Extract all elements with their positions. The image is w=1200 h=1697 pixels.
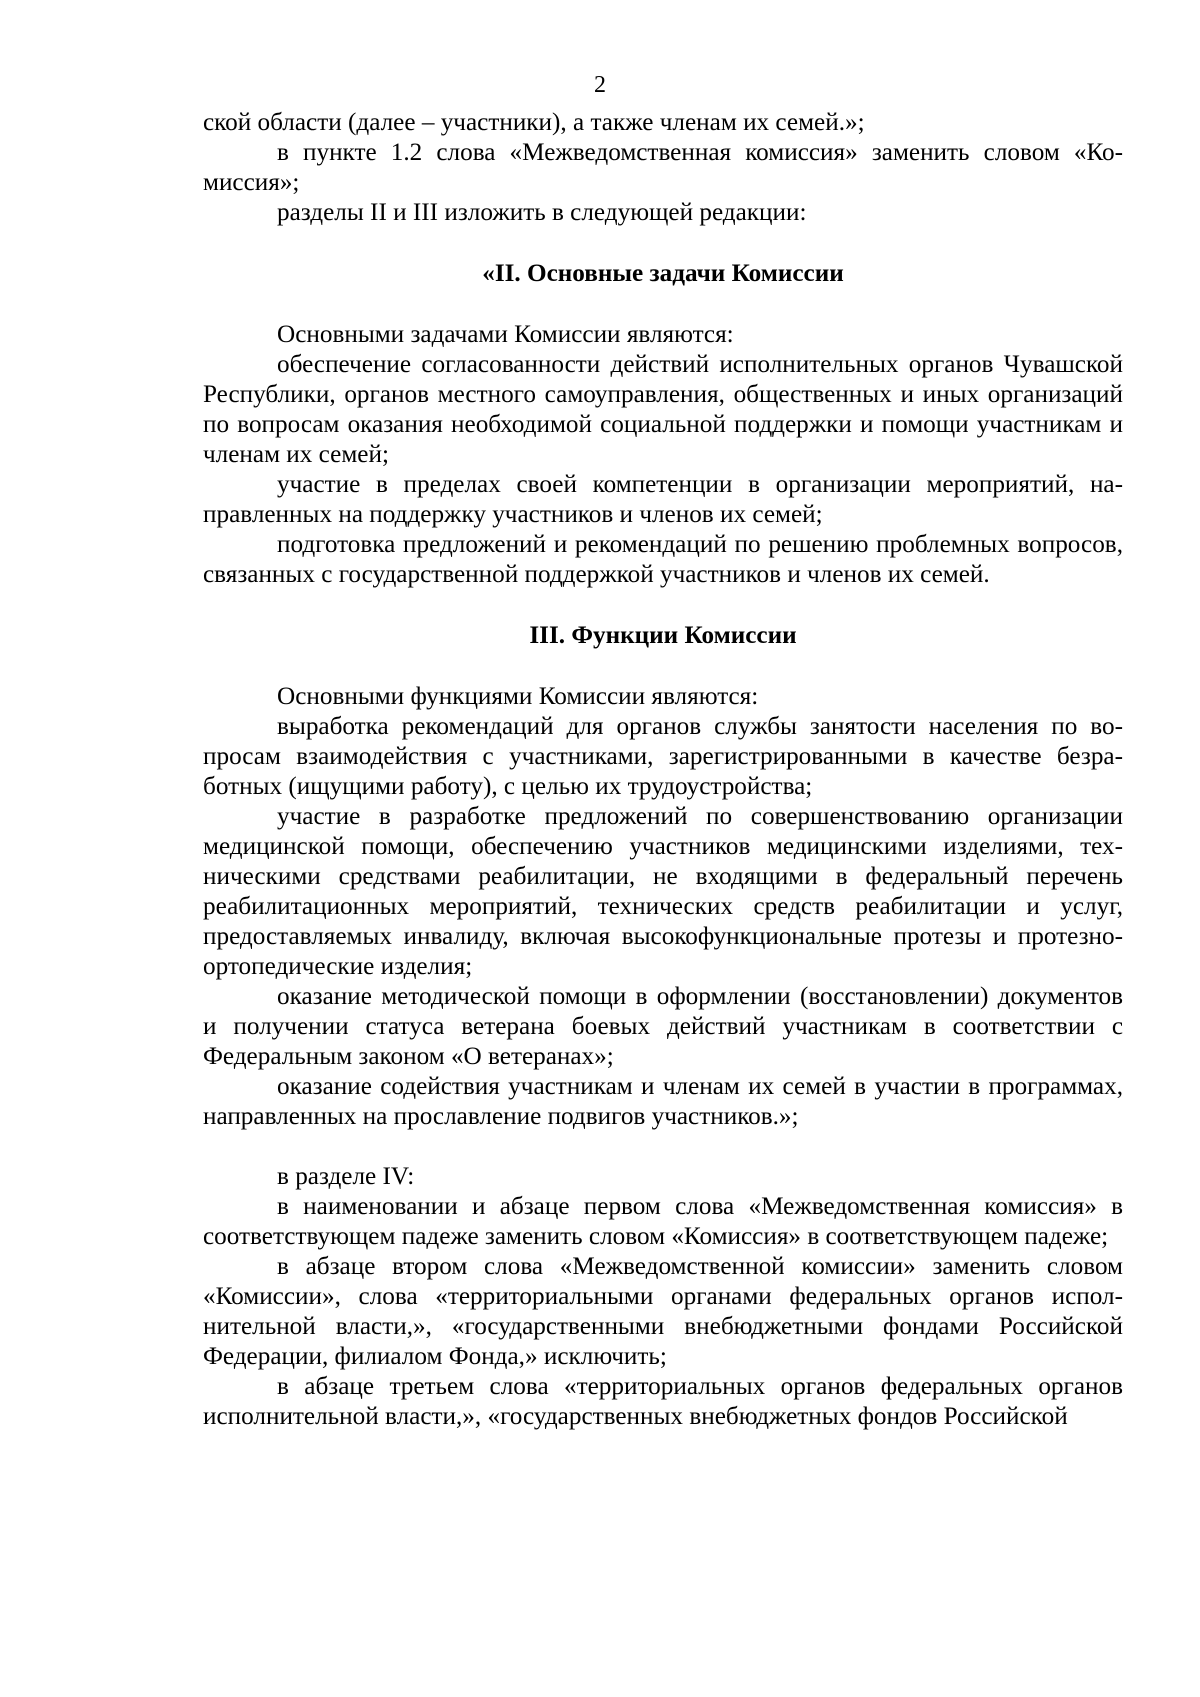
paragraph-function-3: оказание методической помощи в оформлении (восстановлении) документов и получении статуса ветерана боевых действий участникам в соответствии с Федеральным законом «О ветеранах»;	[203, 983, 1123, 1070]
paragraph-function-4: оказание содействия участникам и членам их семей в участии в программах, направленных на прославление подвигов участников.»;	[203, 1073, 1123, 1130]
paragraph-sections-intro: разделы II и III изложить в следующей редакции:	[277, 199, 807, 226]
paragraph-tasks-intro: Основными задачами Комиссии являются:	[277, 321, 734, 348]
heading-section-3: III. Функции Комиссии	[529, 622, 797, 649]
page-number: 2	[594, 72, 606, 98]
heading-section-2: «II. Основные задачи Комиссии	[482, 260, 844, 287]
paragraph-functions-intro: Основными функциями Комиссии являются:	[277, 683, 759, 710]
paragraph-task-1: обеспечение согласованности действий исполнительных органов Чувашской Республики, органов местного самоуправления, общественных и иных организаций по вопросам оказания необходимой социальной поддержки и помощи участникам и членам их семей;	[203, 351, 1123, 468]
paragraph-function-1: выработка рекомендаций для органов службы занятости населения по вопросам взаимодействия с участниками, зарегистрированными в качестве безработных (ищущими работу), с целью их трудоустройства;	[203, 713, 1123, 800]
paragraph-function-2: участие в разработке предложений по совершенствованию организации медицинской помощи, обеспечению участников медицинскими изделиями, техническими средствами реабилитации, не входящими в федеральный перечень реабилитационных мероприятий, технических средств реабилитации и услуг, предоставляемых инвалиду, включая высокофункциональные протезы и протезно-ортопедические изделия;	[203, 803, 1123, 980]
paragraph-continuation: ской области (далее – участники), а также членам их семей.»;	[203, 109, 865, 136]
paragraph-task-3: подготовка предложений и рекомендаций по решению проблемных вопросов, связанных с государственной поддержкой участников и членов их семей.	[203, 531, 1123, 588]
paragraph-section-4-paragraph-2-change: в абзаце втором слова «Межведомственной комиссии» заменить словом «Комиссии», слова «территориальными органами федеральных органов исполнительной власти,», «государственными внебюджетными фондами Российской Федерации, филиалом Фонда,» исключить;	[203, 1253, 1123, 1370]
paragraph-task-2: участие в пределах своей компетенции в организации мероприятий, направленных на поддержку участников и членов их семей;	[203, 471, 1123, 528]
paragraph-section-4-title-change: в наименовании и абзаце первом слова «Межведомственная комиссия» в соответствующем падеже заменить словом «Комиссия» в соответствующем падеже;	[203, 1193, 1123, 1250]
document-body	[203, 108, 1123, 1432]
paragraph-section-4-paragraph-3-change: в абзаце третьем слова «территориальных органов федеральных органов исполнительной власти,», «государственных внебюджетных фондов Российской	[203, 1373, 1123, 1430]
paragraph-clause-1-2: в пункте 1.2 слова «Межведомственная комиссия» заменить словом «Комиссия»;	[203, 139, 1123, 196]
paragraph-section-4-intro: в разделе IV:	[277, 1163, 415, 1190]
